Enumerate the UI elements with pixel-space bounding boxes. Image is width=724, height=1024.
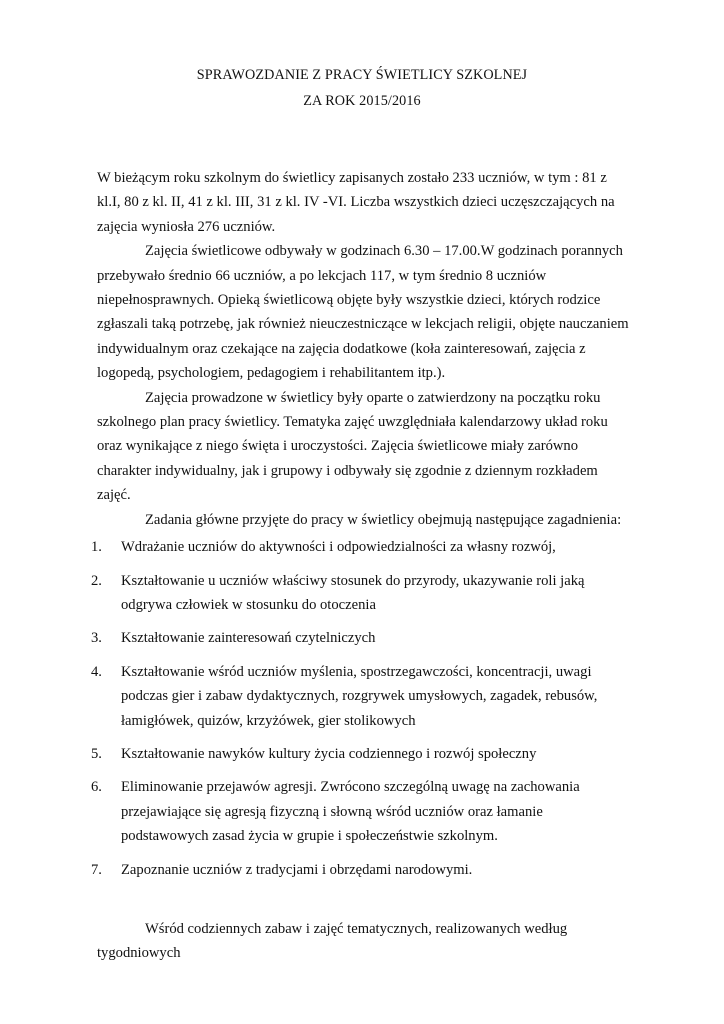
document-title: SPRAWOZDANIE Z PRACY ŚWIETLICY SZKOLNEJ	[196, 67, 528, 83]
list-item	[91, 742, 633, 766]
list-item	[91, 569, 633, 618]
list-item-text: Wdrażanie uczniów do aktywności i odpowiedzialności za własny rozwój,	[121, 539, 556, 556]
paragraph-plan: Zajęcia prowadzone w świetlicy były oparte o zatwierdzony na początku roku szkolnego plan pracy świetlicy. Tematyka zajęć uwzględniała kalendarzowy układ roku oraz wynikające z niego święta i uroczystości. Zajęcia świetlicowe miały zarówno charakter indywidualny, jak i grupowy i odbywały się zgodnie z dziennym rozkładem zajęć.	[97, 389, 608, 504]
list-item-number: 2.	[91, 572, 102, 589]
task-list	[91, 535, 633, 882]
list-item	[91, 626, 633, 650]
list-item	[91, 858, 633, 882]
list-item-number: 1.	[91, 539, 102, 556]
list-item-number: 7.	[91, 861, 102, 878]
list-item-text: Kształtowanie nawyków kultury życia codziennego i rozwój społeczny	[121, 745, 537, 762]
list-item-text: Kształtowanie zainteresowań czytelniczych	[121, 630, 376, 647]
paragraph-closing: Wśród codziennych zabaw i zajęć tematycznych, realizowanych według tygodniowych	[97, 920, 568, 962]
paragraph-tasks-intro: Zadania główne przyjęte do pracy w świetlicy obejmują następujące zagadnienia:	[145, 511, 622, 528]
list-item-text: Zapoznanie uczniów z tradycjami i obrzędami narodowymi.	[121, 861, 473, 878]
list-item-number: 4.	[91, 663, 102, 680]
list-item	[91, 775, 633, 848]
document-body	[91, 166, 633, 966]
document-subtitle: ZA ROK 2015/2016	[303, 93, 421, 109]
list-item-text: Kształtowanie u uczniów właściwy stosunek do przyrody, ukazywanie roli jaką odgrywa człowiek w stosunku do otoczenia	[121, 572, 585, 613]
paragraph-enrollment: W bieżącym roku szkolnym do świetlicy zapisanych zostało 233 uczniów, w tym : 81 z kl.I, 80 z kl. II, 41 z kl. III, 31 z kl. IV -VI. Liczba wszystkich dzieci uczęszczających na zajęcia wyniosła 276 uczniów.	[97, 170, 615, 235]
list-item-number: 6.	[91, 779, 102, 796]
list-item	[91, 535, 633, 559]
list-item	[91, 660, 633, 733]
list-item-text: Kształtowanie wśród uczniów myślenia, spostrzegawczości, koncentracji, uwagi podczas gier i zabaw dydaktycznych, rozgrywek umysłowych, zagadek, rebusów, łamigłówek, quizów, krzyżówek, gier stolikowych	[121, 663, 598, 729]
list-item-number: 5.	[91, 745, 102, 762]
list-item-number: 3.	[91, 630, 102, 647]
paragraph-hours: Zajęcia świetlicowe odbywały w godzinach 6.30 – 17.00.W godzinach porannych przebywało średnio 66 uczniów, a po lekcjach 117, w tym średnio 8 uczniów niepełnosprawnych. Opieką świetlicową objęte były wszystkie dzieci, których rodzice zgłaszali taką potrzebę, jak również nieuczestniczące w lekcjach religii, objęte nauczaniem indywidualnym oraz czekające na zajęcia dodatkowe (koła zainteresowań, zajęcia z logopedą, psychologiem, pedagogiem i rehabilitantem itp.).	[97, 243, 629, 382]
list-item-text: Eliminowanie przejawów agresji. Zwrócono szczególną uwagę na zachowania przejawiające się agresją fizyczną i słowną wśród uczniów oraz łamanie podstawowych zasad życia w grupie i społeczeństwie szkolnym.	[121, 779, 580, 845]
